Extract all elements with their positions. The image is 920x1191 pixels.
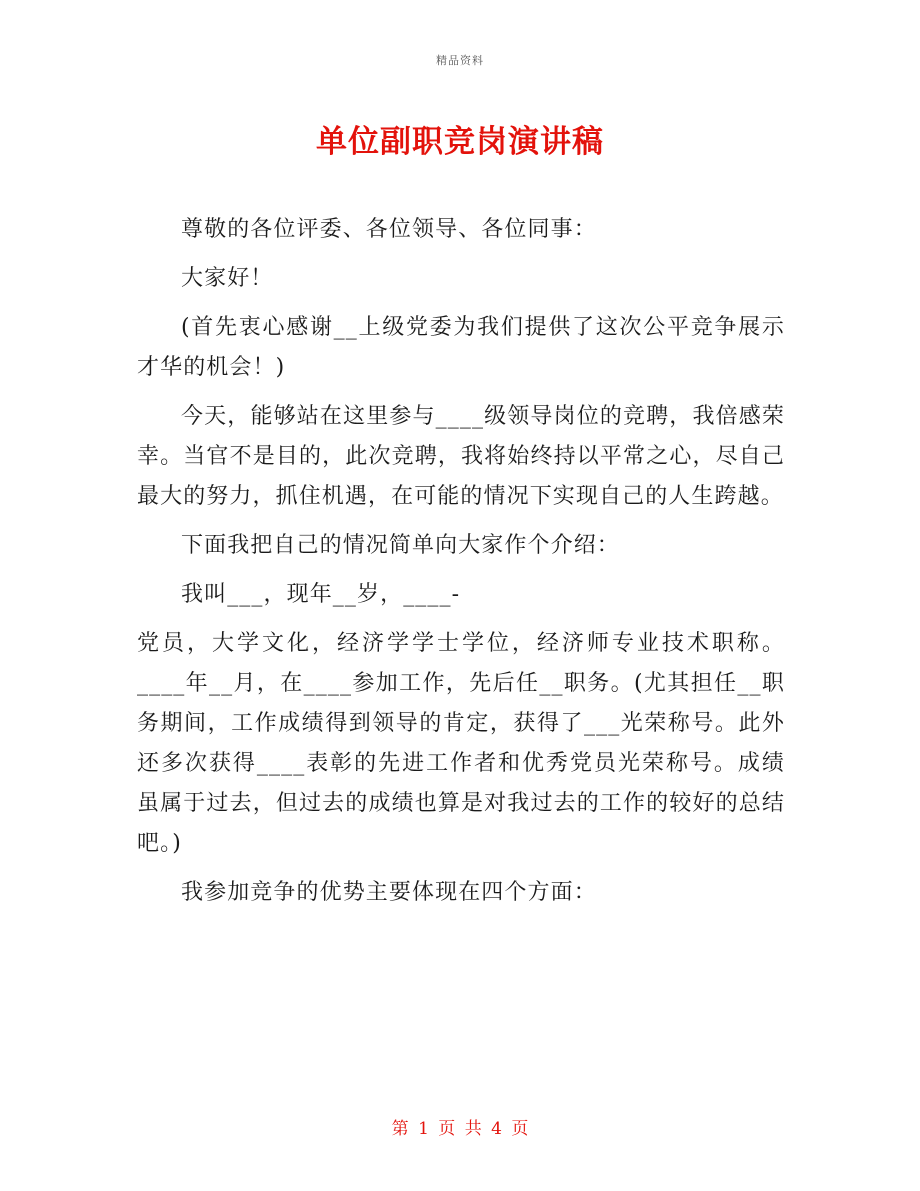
page-footer: 第 1 页 共 4 页	[391, 1119, 529, 1139]
advantages-lead-paragraph: 我参加竞争的优势主要体现在四个方面：	[181, 880, 597, 905]
background-paragraph: 党员，大学文化，经济学学士学位，经济师专业技术职称。____年__月，在____参加工作，先后任__职务。(尤其担任__职务期间，工作成绩得到领导的肯定，获得了___光荣称号。此外还多次获得____表彰的先进工作者和优秀党员光荣称号。成绩虽属于过去，但过去的成绩也算是对我过去的工作的较好的总结吧。)	[137, 631, 785, 856]
greeting-paragraph: 大家好！	[181, 266, 274, 291]
intro-paragraph: 今天，能够站在这里参与____级领导岗位的竞聘，我倍感荣幸。当官不是目的，此次竞聘，我将始终持以平常之心，尽自己最大的努力，抓住机遇，在可能的情况下实现自己的人生跨越。	[137, 404, 785, 509]
header-note: 精品资料	[436, 54, 484, 67]
name-age-paragraph: 我叫___，现年__岁，____-	[181, 582, 461, 607]
salutation-paragraph: 尊敬的各位评委、各位领导、各位同事：	[181, 217, 597, 242]
self-intro-lead-paragraph: 下面我把自己的情况简单向大家作个介绍：	[181, 533, 620, 558]
document-body	[137, 210, 785, 922]
thanks-paragraph: (首先衷心感谢__上级党委为我们提供了这次公平竞争展示才华的机会！)	[137, 315, 785, 380]
document-title: 单位副职竞岗演讲稿	[316, 124, 604, 160]
